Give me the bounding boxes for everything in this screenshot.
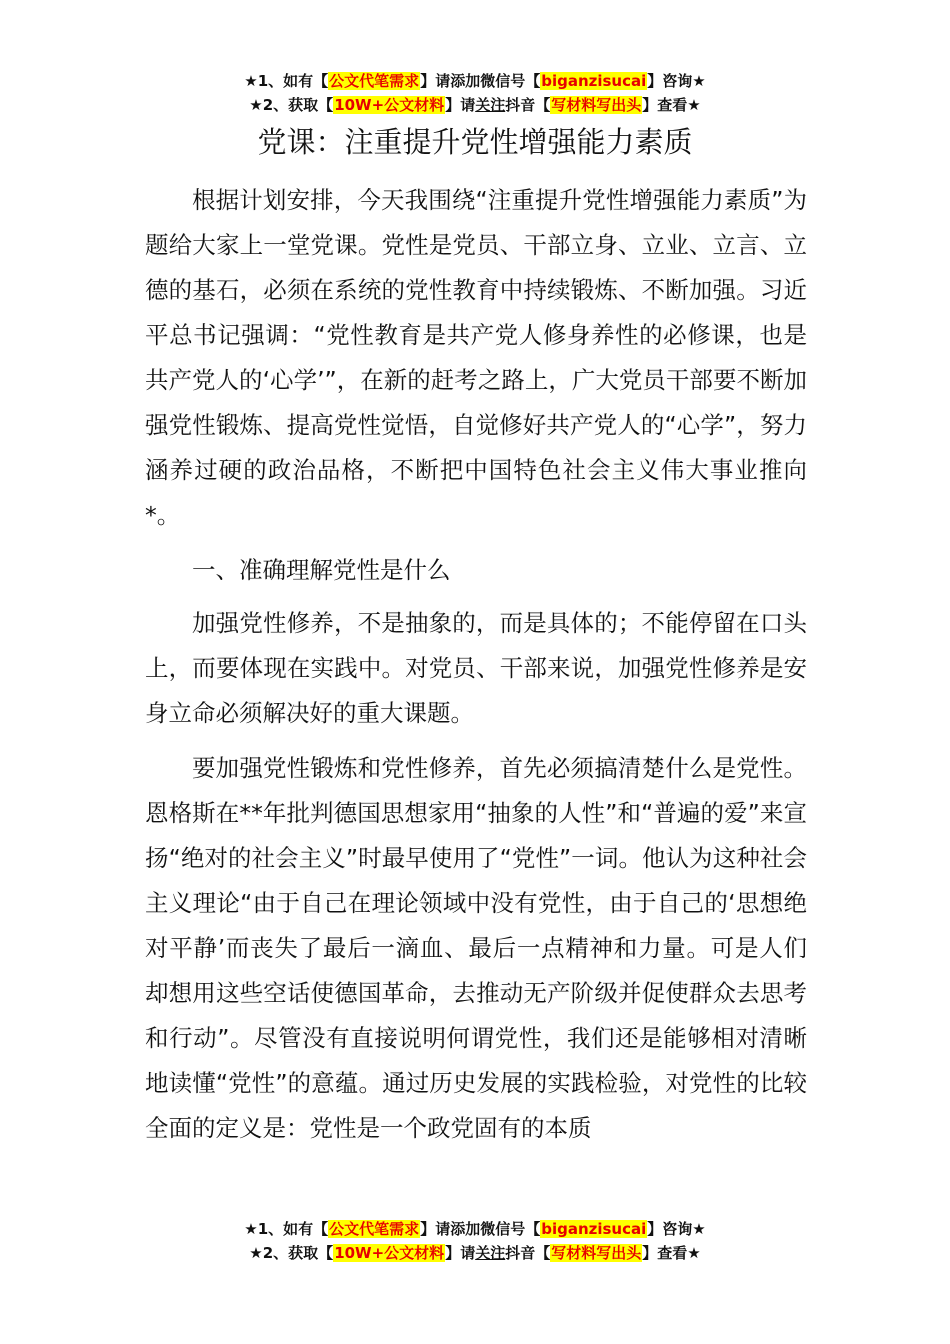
promo-line-1-middle: 】请添加微信号【	[420, 72, 541, 90]
promo-line-2-middle-b: 抖音【	[505, 96, 551, 114]
paragraph-3: 要加强党性锻炼和党性修养，首先必须搞清楚什么是党性。恩格斯在**年批判德国思想家用“抽象的人性”和“普遍的爱”来宣扬“绝对的社会主义”时最早使用了“党性”一词。他认为这种社会主义理论“由于自己在理论领域中没有党性，由于自己的‘思想绝对平静’而丧失了最后一滴血、最后一点精神和力量。可是人们却想用这些空话使德国革命，去推动无产阶级并促使群众去思考和行动”。尽管没有直接说明何谓党性，我们还是能够相对清晰地读懂“党性”的意蕴。通过历史发展的实践检验，对党性的比较全面的定义是：党性是一个政党固有的本质	[145, 754, 807, 1142]
promo-line-1-middle: 】请添加微信号【	[420, 1220, 541, 1238]
promo-line-1	[0, 69, 950, 93]
promo-line-2	[0, 1241, 950, 1265]
paragraph-2: 加强党性修养，不是抽象的，而是具体的；不能停留在口头上，而要体现在实践中。对党员、干部来说，加强党性修养是安身立命必须解决好的重大课题。	[145, 609, 807, 727]
promo-highlight-wechat-id: biganzisucai	[541, 1220, 647, 1238]
section-heading-1: 一、准确理解党性是什么	[192, 556, 451, 584]
header-promo-banner	[0, 69, 950, 117]
promo-line-2-suffix: 】查看★	[642, 1244, 701, 1262]
promo-line-2-prefix: ★2、获取【	[249, 96, 334, 114]
promo-line-2	[0, 93, 950, 117]
promo-highlight-wechat-id: biganzisucai	[541, 72, 647, 90]
promo-highlight-douyin: 写材料写出头	[551, 1244, 642, 1262]
promo-line-2-prefix: ★2、获取【	[249, 1244, 334, 1262]
promo-line-2-underlined: 关注	[475, 1244, 506, 1262]
promo-line-2-suffix: 】查看★	[642, 96, 701, 114]
promo-highlight-douyin: 写材料写出头	[551, 96, 642, 114]
promo-highlight-materials: 10W+公文材料	[334, 96, 445, 114]
promo-highlight-materials: 10W+公文材料	[334, 1244, 445, 1262]
promo-line-1-prefix: ★1、如有【	[244, 72, 329, 90]
document-title: 党课：注重提升党性增强能力素质	[257, 125, 693, 159]
footer-promo-banner	[0, 1217, 950, 1265]
promo-line-2-middle-b: 抖音【	[505, 1244, 551, 1262]
promo-line-2-middle-a: 】请	[445, 1244, 476, 1262]
promo-line-2-middle-a: 】请	[445, 96, 476, 114]
promo-line-2-underlined: 关注	[475, 96, 506, 114]
promo-line-1	[0, 1217, 950, 1241]
promo-line-1-prefix: ★1、如有【	[244, 1220, 329, 1238]
promo-line-1-suffix: 】咨询★	[647, 1220, 706, 1238]
promo-highlight-ghostwriting: 公文代笔需求	[329, 1220, 420, 1238]
promo-highlight-ghostwriting: 公文代笔需求	[329, 72, 420, 90]
paragraph-intro: 根据计划安排，今天我围绕“注重提升党性增强能力素质”为题给大家上一堂党课。党性是党员、干部立身、立业、立言、立德的基石，必须在系统的党性教育中持续锻炼、不断加强。习近平总书记强调：“党性教育是共产党人修身养性的必修课，也是共产党人的‘心学’”，在新的赶考之路上，广大党员干部要不断加强党性锻炼、提高党性觉悟，自觉修好共产党人的“心学”，努力涵养过硬的政治品格，不断把中国特色社会主义伟大事业推向*。	[145, 186, 807, 529]
promo-line-1-suffix: 】咨询★	[647, 72, 706, 90]
document-body	[145, 178, 807, 1161]
